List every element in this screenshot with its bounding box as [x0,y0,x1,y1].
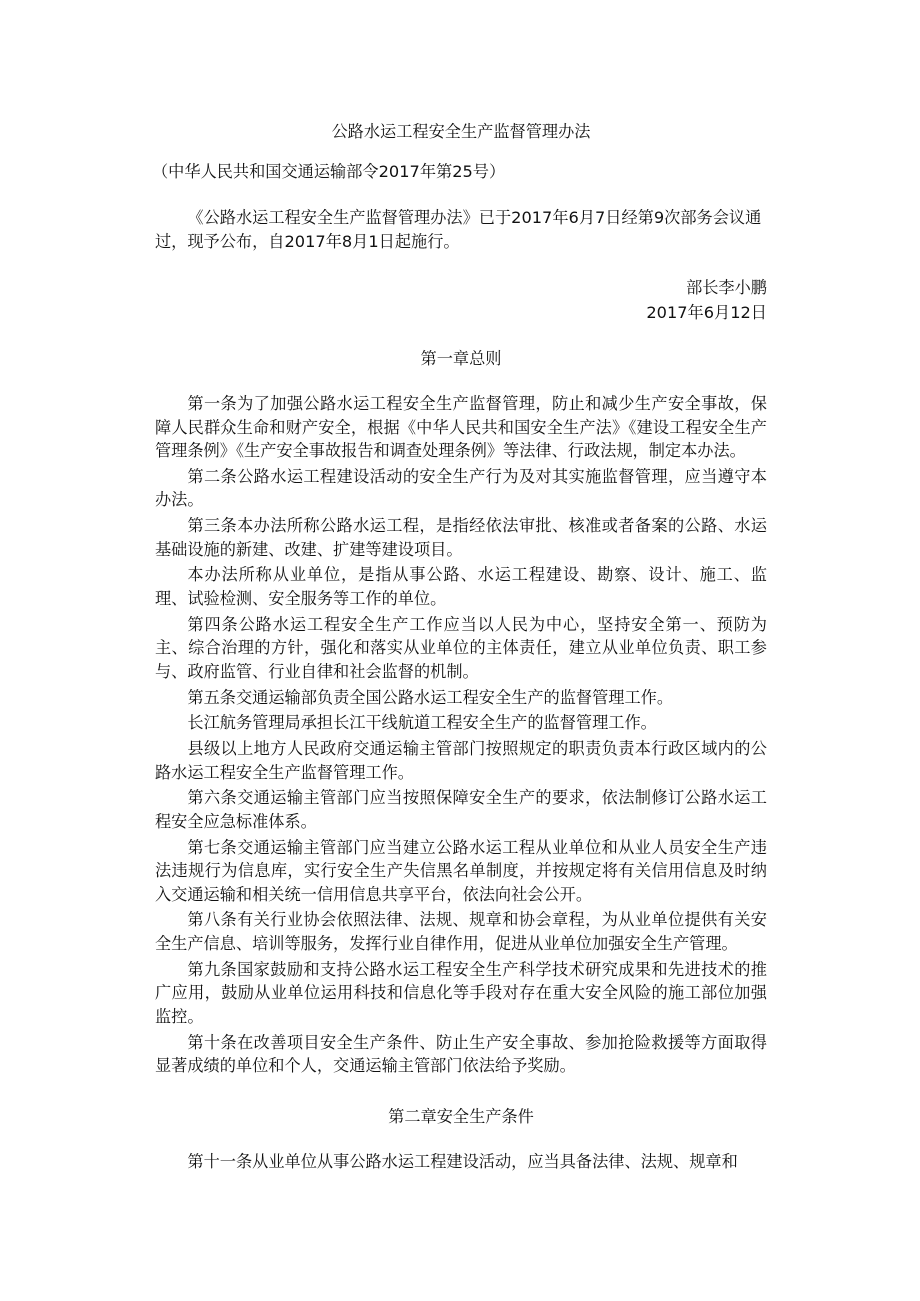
chapter-1-title: 第一章总则 [420,349,502,368]
article-paragraph: 第二条公路水运工程建设活动的安全生产行为及对其实施监督管理，应当遵守本办法。 [155,466,767,510]
article-paragraph: 第三条本办法所称公路水运工程，是指经依法审批、核准或者备案的公路、水运基础设施的新建、改建、扩建等建设项目。 [155,516,767,559]
article-paragraph: 第六条交通运输主管部门应当按照保障安全生产的要求，依法制修订公路水运工程安全应急标准体系。 [155,788,767,831]
promulgation-notice: 《公路水运工程安全生产监督管理办法》已于2017年6月7日经第9次部务会议通过，现予公布，自2017年8月1日起施行。 [155,208,762,251]
article-paragraph: 长江航务管理局承担长江干线航道工程安全生产的监督管理工作。 [187,713,657,733]
article-paragraph: 县级以上地方人民政府交通运输主管部门按照规定的职责负责本行政区域内的公路水运工程安全生产监督管理工作。 [155,738,767,782]
article-paragraph: 第十条在改善项目安全生产条件、防止生产安全事故、参加抢险救援等方面取得显著成绩的单位和个人，交通运输主管部门依法给予奖励。 [155,1032,767,1076]
order-number-line: （中华人民共和国交通运输部令2017年第25号） [152,162,506,181]
article-paragraph: 第九条国家鼓励和支持公路水运工程安全生产科学技术研究成果和先进技术的推广应用，鼓励从业单位运用科技和信息化等手段对存在重大安全风险的施工部位加强监控。 [155,959,767,1026]
article-paragraph: 第五条交通运输部负责全国公路水运工程安全生产的监督管理工作。 [187,687,674,707]
article-paragraph: 第七条交通运输主管部门应当建立公路水运工程从业单位和从业人员安全生产违法违规行为信息库，实行安全生产失信黑名单制度，并按规定将有关信用信息及时纳入交通运输和相关统一信用信息共享平台，依法向社会公开。 [155,837,767,904]
article-paragraph: 第四条公路水运工程安全生产工作应当以人民为中心，坚持安全第一、预防为主、综合治理的方针，强化和落实从业单位的主体责任，建立从业单位负责、职工参与、政府监管、行业自律和社会监督的机制。 [155,614,767,681]
article-11-paragraph: 第十一条从业单位从事公路水运工程建设活动，应当具备法律、法规、规章和 [187,1152,738,1171]
article-paragraph: 第一条为了加强公路水运工程安全生产监督管理，防止和减少生产安全事故，保障人民群众生命和财产安全，根据《中华人民共和国安全生产法》《建设工程安全生产管理条例》《生产安全事故报告和调查处理条例》等法律、行政法规，制定本办法。 [155,394,767,461]
document-title: 公路水运工程安全生产监督管理办法 [331,122,591,141]
chapter-1-articles [155,392,767,1080]
minister-signature: 部长李小鹏 [686,278,767,297]
article-paragraph: 本办法所称从业单位，是指从事公路、水运工程建设、勘察、设计、施工、监理、试验检测、安全服务等工作的单位。 [155,565,767,609]
chapter-2-title: 第二章安全生产条件 [388,1107,534,1126]
article-paragraph: 第八条有关行业协会依照法律、法规、规章和协会章程，为从业单位提供有关安全生产信息、培训等服务，发挥行业自律作用，促进从业单位加强安全生产管理。 [155,910,767,953]
signature-date: 2017年6月12日 [646,303,767,322]
